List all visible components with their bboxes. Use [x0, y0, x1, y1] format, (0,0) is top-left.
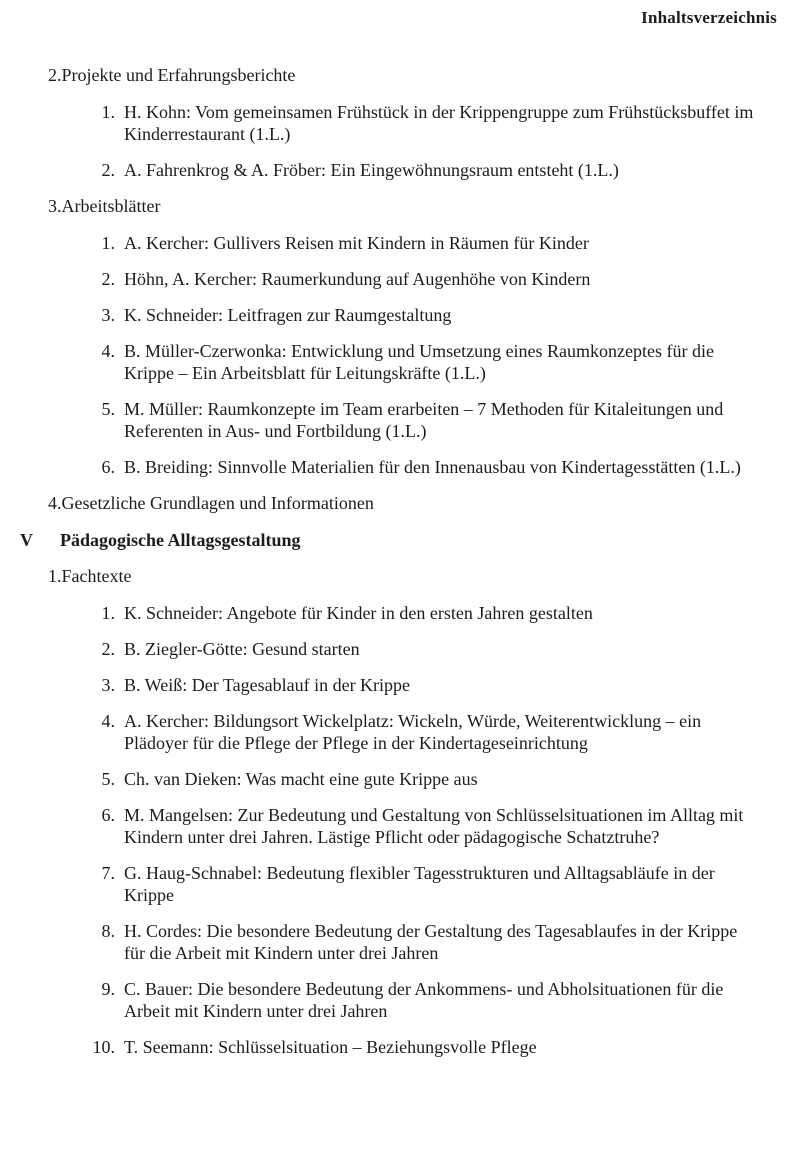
entry-text: M. Müller: Raumkonzepte im Team erarbeiten – 7 Methoden für Kitaleitungen und Referenten in Aus- und Fortbildung (1.L.) [124, 399, 724, 441]
chapter-heading [20, 529, 800, 551]
entry-number: 4. [101, 711, 115, 731]
entry-number: 1. [101, 233, 115, 253]
toc-entry [82, 304, 762, 326]
toc-entry [82, 340, 762, 384]
entry-number: 2. [101, 639, 115, 659]
entry-number: 7. [101, 863, 115, 883]
section-title: Projekte und Erfahrungsberichte [61, 65, 296, 85]
entry-text: Höhn, A. Kercher: Raumerkundung auf Augenhöhe von Kindern [124, 269, 591, 289]
toc-entry [82, 638, 762, 660]
toc-entry [82, 101, 762, 145]
toc-entry [82, 159, 762, 181]
entry-text: B. Ziegler-Götte: Gesund starten [124, 639, 360, 659]
entry-text: H. Cordes: Die besondere Bedeutung der Gestaltung des Tagesablaufes in der Krippe für die Arbeit mit Kindern unter drei Jahren [124, 921, 738, 963]
chapter-number: V [20, 530, 33, 550]
entry-text: M. Mangelsen: Zur Bedeutung und Gestaltung von Schlüsselsituationen im Alltag mit Kindern unter drei Jahren. Lästige Pflicht oder pädagogische Schatztruhe? [124, 805, 744, 847]
entry-text: G. Haug-Schnabel: Bedeutung flexibler Tagesstrukturen und Alltagsabläufe in der Krippe [124, 863, 715, 905]
entry-number: 2. [101, 160, 115, 180]
entry-text: T. Seemann: Schlüsselsituation – Beziehungsvolle Pflege [124, 1037, 537, 1057]
entry-number: 4. [101, 341, 115, 361]
toc-entry [82, 710, 762, 754]
toc-entry [82, 1036, 762, 1058]
section-heading [48, 565, 760, 587]
section-number: 4. [48, 493, 62, 513]
entry-number: 10. [92, 1037, 115, 1057]
entry-number: 3. [101, 675, 115, 695]
toc [0, 64, 800, 1072]
entry-text: C. Bauer: Die besondere Bedeutung der Ankommens- und Abholsituationen für die Arbeit mit Kindern unter drei Jahren [124, 979, 724, 1021]
entry-text: Ch. van Dieken: Was macht eine gute Krippe aus [124, 769, 478, 789]
entry-text: K. Schneider: Leitfragen zur Raumgestaltung [124, 305, 452, 325]
entry-number: 1. [101, 102, 115, 122]
entry-number: 5. [101, 399, 115, 419]
toc-entry [82, 268, 762, 290]
chapter-title: Pädagogische Alltagsgestaltung [60, 530, 301, 550]
entry-number: 5. [101, 769, 115, 789]
entry-text: H. Kohn: Vom gemeinsamen Frühstück in der Krippengruppe zum Frühstücksbuffet im Kinderrestaurant (1.L.) [124, 102, 754, 144]
entry-number: 8. [101, 921, 115, 941]
entry-text: B. Müller-Czerwonka: Entwicklung und Umsetzung eines Raumkonzeptes für die Krippe – Ein Arbeitsblatt für Leitungskräfte (1.L.) [124, 341, 715, 383]
toc-entry [82, 862, 762, 906]
entry-number: 1. [101, 603, 115, 623]
section-number: 2. [48, 65, 62, 85]
toc-entry [82, 456, 762, 478]
entry-number: 6. [101, 457, 115, 477]
entry-text: B. Weiß: Der Tagesablauf in der Krippe [124, 675, 411, 695]
toc-entry [82, 602, 762, 624]
entry-number: 9. [101, 979, 115, 999]
toc-entry [82, 398, 762, 442]
entry-text: B. Breiding: Sinnvolle Materialien für den Innenausbau von Kindertagesstätten (1.L.) [124, 457, 741, 477]
toc-section [0, 64, 800, 181]
section-title: Gesetzliche Grundlagen und Informationen [61, 493, 374, 513]
toc-entry [82, 232, 762, 254]
entry-number: 3. [101, 305, 115, 325]
section-title: Arbeitsblätter [61, 196, 161, 216]
toc-entry [82, 674, 762, 696]
toc-entry [82, 920, 762, 964]
entry-text: A. Kercher: Gullivers Reisen mit Kindern in Räumen für Kinder [124, 233, 589, 253]
toc-section [0, 492, 800, 514]
toc-entry [82, 978, 762, 1022]
entry-text: A. Fahrenkrog & A. Fröber: Ein Eingewöhnungsraum entsteht (1.L.) [124, 160, 619, 180]
section-heading [48, 64, 760, 86]
section-heading [48, 492, 760, 514]
section-title: Fachtexte [61, 566, 132, 586]
entry-number: 2. [101, 269, 115, 289]
toc-entry [82, 804, 762, 848]
entry-text: A. Kercher: Bildungsort Wickelplatz: Wickeln, Würde, Weiterentwicklung – ein Plädoyer für die Pflege der Pflege in der Kindertageseinrichtung [124, 711, 702, 753]
toc-section [0, 195, 800, 478]
section-number: 1. [48, 566, 62, 586]
toc-section [0, 565, 800, 1058]
entry-text: K. Schneider: Angebote für Kinder in den ersten Jahren gestalten [124, 603, 593, 623]
entry-number: 6. [101, 805, 115, 825]
toc-entry [82, 768, 762, 790]
section-heading [48, 195, 760, 217]
section-number: 3. [48, 196, 62, 216]
running-header: Inhaltsverzeichnis [641, 8, 777, 27]
